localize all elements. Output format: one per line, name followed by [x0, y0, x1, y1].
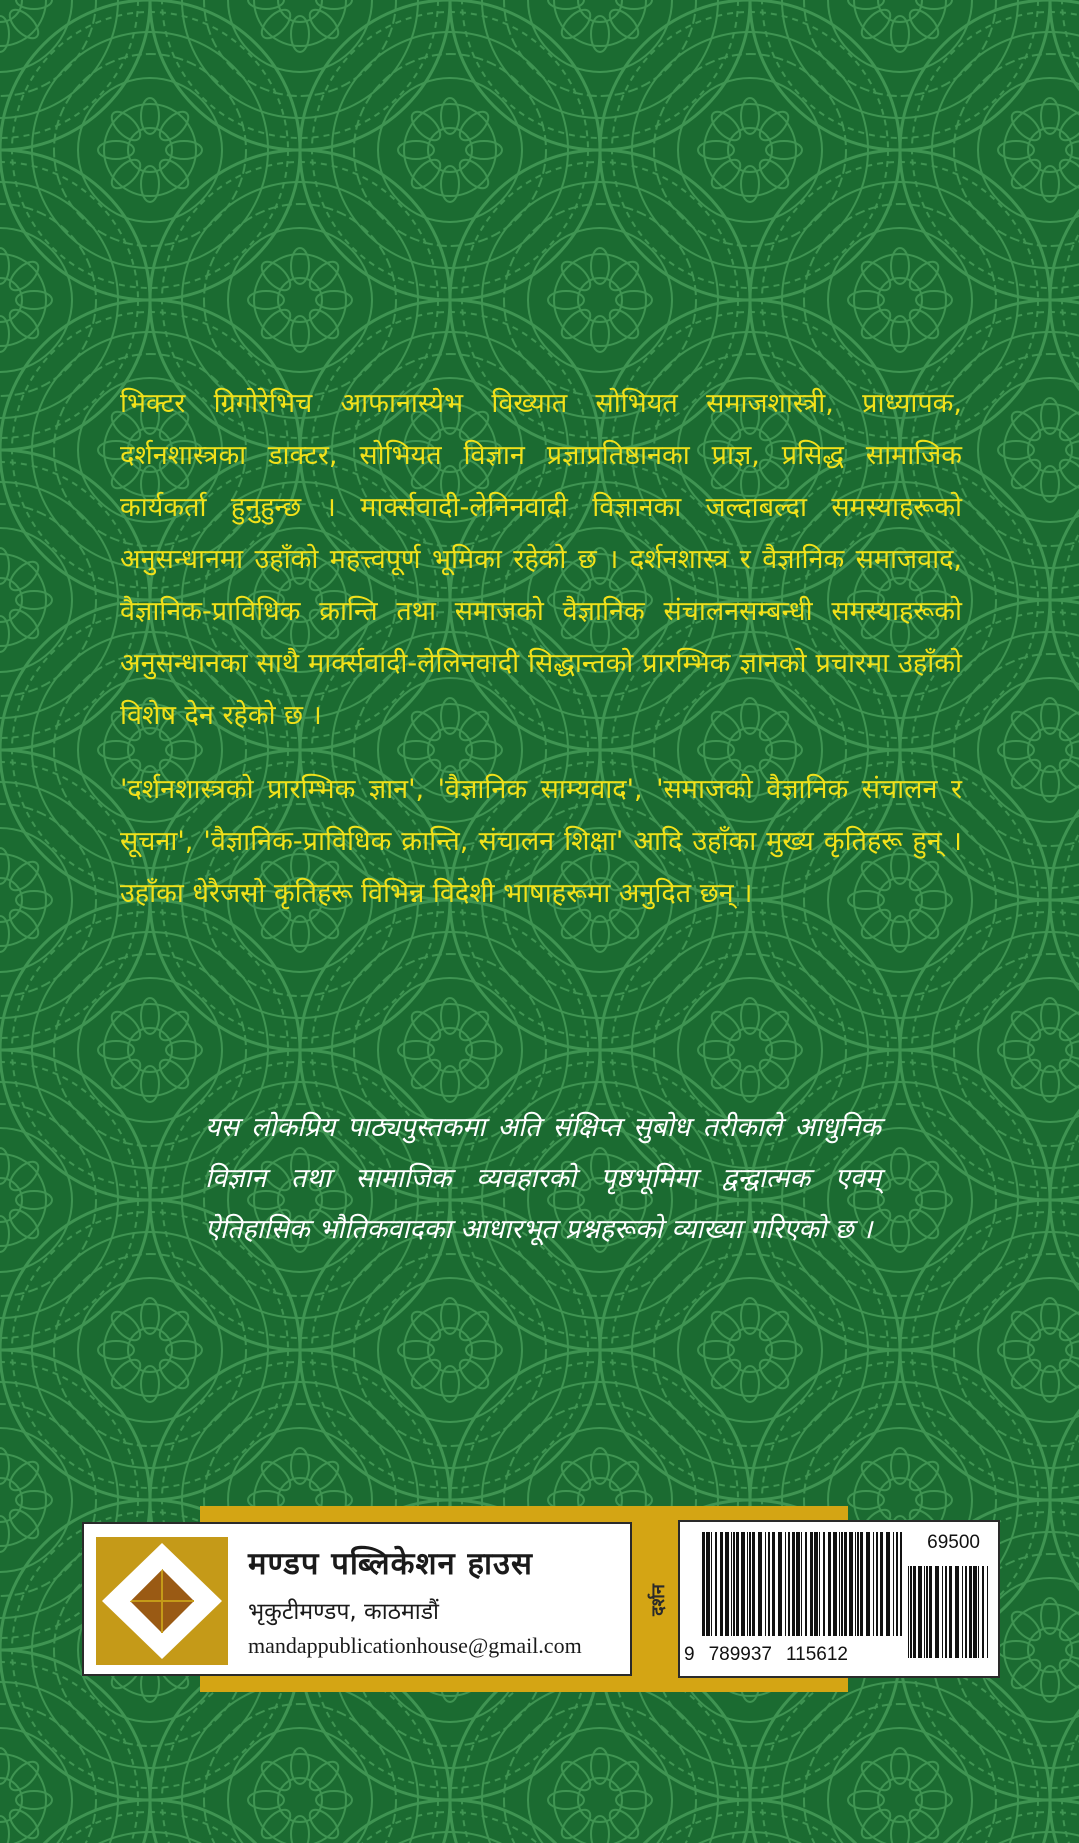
- barcode-bar: [880, 1532, 883, 1636]
- book-blurb-text: यस लोकप्रिय पाठ्यपुस्तकमा अति संक्षिप्त सुबोध तरीकाले आधुनिक विज्ञान तथा सामाजिक व्यवहारको पृष्ठभूमिमा द्वन्द्वात्मक एवम् ऐतिहासिक भौतिकवादका आधारभूत प्रश्नहरूको व्याख्या गरिएको छ ।: [205, 1112, 881, 1245]
- barcode-bar: [752, 1532, 755, 1636]
- barcode-bar: [810, 1532, 813, 1636]
- barcode-bar: [747, 1532, 748, 1636]
- barcode-bar: [987, 1566, 988, 1658]
- barcode-bar: [973, 1566, 977, 1658]
- barcode-bar: [910, 1566, 912, 1658]
- isbn-digit-group: 115612: [785, 1644, 848, 1665]
- barcode-bar: [969, 1566, 972, 1658]
- barcode-bar: [702, 1532, 705, 1636]
- barcode-bar: [736, 1532, 739, 1636]
- price-code: 69500: [927, 1532, 980, 1553]
- barcode-bar: [823, 1532, 825, 1636]
- barcode-bar: [768, 1532, 770, 1636]
- barcode-bar: [913, 1566, 916, 1658]
- barcode-bar: [900, 1532, 902, 1636]
- barcode-bar: [965, 1566, 967, 1658]
- publisher-box: [82, 1522, 632, 1676]
- barcode-bar: [978, 1566, 979, 1658]
- isbn-barcode: [678, 1520, 1000, 1678]
- barcode-bar: [715, 1532, 717, 1636]
- barcode-addon-bars: [908, 1566, 988, 1658]
- author-works-paragraph: 'दर्शनशास्त्रको प्रारम्भिक ज्ञान', 'वैज्ञानिक साम्यवाद', 'समाजको वैज्ञानिक संचालन र सूचना', 'वैज्ञानिक-प्राविधिक क्रान्ति, संचालन शिक्षा' आदि उहाँका मुख्य कृतिहरू हुन् । उहाँका धेरैजसो कृतिहरू विभिन्न विदेशी भाषाहरूमा अनुदित छन् ।: [120, 774, 962, 909]
- publisher-address: भृकुटीमण्डप, काठमाडौं: [248, 1599, 440, 1625]
- pyramid-logo-icon: [96, 1537, 228, 1665]
- barcode-bar: [918, 1566, 922, 1658]
- barcode-bar: [765, 1532, 766, 1636]
- barcode-bar: [949, 1566, 952, 1658]
- barcode-bar: [839, 1532, 840, 1636]
- book-blurb: [205, 1102, 881, 1255]
- isbn-digit-group: 789937: [708, 1644, 772, 1665]
- barcode-bar: [749, 1532, 751, 1636]
- barcode-bar: [733, 1532, 735, 1636]
- barcode-bar: [788, 1532, 790, 1636]
- barcode-bar: [785, 1532, 786, 1636]
- barcode-main-bars: [702, 1532, 902, 1636]
- barcode-bar: [814, 1532, 818, 1636]
- barcode-bar: [720, 1532, 723, 1636]
- barcode-bar: [908, 1566, 909, 1658]
- barcode-bar: [711, 1532, 712, 1636]
- barcode-bar: [935, 1566, 939, 1658]
- barcode-bar: [855, 1532, 856, 1636]
- author-bio-paragraph: भिक्टर ग्रिगोरेभिच आफानास्येभ विख्यात सोभियत समाजशास्त्री, प्राध्यापक, दर्शनशास्त्रका डाक्टर, सोभियत विज्ञान प्रज्ञाप्रतिष्ठानका प्राज्ञ, प्रसिद्ध सामाजिक कार्यकर्ता हुनुहुन्छ । मार्क्सवादी-लेनिनवादी विज्ञानका जल्दाबल्दा समस्याहरूको अनुसन्धानमा उहाँको महत्त्वपूर्ण भूमिका रहेको छ । दर्शनशास्त्र र वैज्ञानिक समाजवाद, वैज्ञानिक-प्राविधिक क्रान्ति तथा समाजको वैज्ञानिक संचालनसम्बन्धी समस्याहरूको अनुसन्धानका साथै मार्क्सवादी-लेलिनवादी सिद्धान्तको प्रारम्भिक ज्ञानको प्रचारमा उहाँको विशेष देन रहेको छ ।: [120, 388, 962, 731]
- barcode-bar: [945, 1566, 947, 1658]
- barcode-bar: [876, 1532, 878, 1636]
- barcode-bar: [866, 1532, 870, 1636]
- barcode-bar: [929, 1566, 932, 1658]
- barcode-bar: [962, 1566, 963, 1658]
- barcode-bar: [805, 1532, 807, 1636]
- author-bio: [120, 378, 962, 942]
- barcode-bar: [801, 1532, 802, 1636]
- publisher-email: mandappublicationhouse@gmail.com: [248, 1633, 582, 1658]
- barcode-bar: [772, 1532, 775, 1636]
- publisher-name: मण्डप पब्लिकेशन हाउस: [248, 1546, 533, 1582]
- barcode-bar: [982, 1566, 984, 1658]
- barcode-bar: [924, 1566, 925, 1658]
- barcode-bar: [844, 1532, 847, 1636]
- isbn-number: [684, 1644, 904, 1666]
- barcode-bar: [873, 1532, 874, 1636]
- barcode-bar: [819, 1532, 820, 1636]
- barcode-bar: [725, 1532, 729, 1636]
- category-label: [646, 1530, 670, 1670]
- barcode-bar: [860, 1532, 863, 1636]
- barcode-bar: [758, 1532, 762, 1636]
- barcode-bar: [849, 1532, 853, 1636]
- barcode-bar: [833, 1532, 837, 1636]
- barcode-bar: [893, 1532, 894, 1636]
- barcode-bar: [926, 1566, 928, 1658]
- barcode-bar: [706, 1532, 710, 1636]
- barcode-bar: [731, 1532, 732, 1636]
- barcode-bar: [841, 1532, 843, 1636]
- barcode-bar: [942, 1566, 943, 1658]
- barcode-bar: [778, 1532, 782, 1636]
- barcode-bar: [955, 1566, 959, 1658]
- isbn-digit-group: 9: [684, 1644, 695, 1665]
- barcode-bar: [886, 1532, 890, 1636]
- category-label-text: दर्शन: [648, 1584, 670, 1616]
- barcode-bar: [741, 1532, 745, 1636]
- barcode-bar: [796, 1532, 800, 1636]
- publisher-logo: [96, 1537, 228, 1665]
- barcode-bar: [792, 1532, 795, 1636]
- barcode-bar: [896, 1532, 898, 1636]
- barcode-bar: [857, 1532, 859, 1636]
- barcode-bar: [828, 1532, 831, 1636]
